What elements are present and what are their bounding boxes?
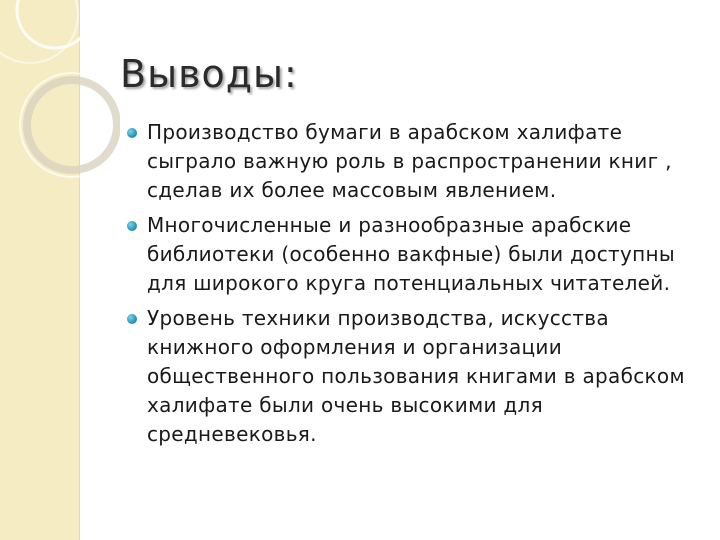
bullet-item	[125, 118, 705, 205]
bullet-point-icon	[127, 128, 137, 138]
bullet-text: Многочисленные и разнообразные арабские библиотеки (особенно вакфные) были доступны для широкого круга потенциальных читателей.	[147, 213, 675, 295]
bullet-text: Уровень техники производства, искусства книжного оформления и организации общественного пользования книгами в арабском халифате были очень высокими для средневековья.	[147, 306, 685, 446]
bullet-item	[125, 304, 705, 449]
bullet-list	[125, 118, 705, 455]
slide-title: Выводы:	[120, 52, 298, 96]
bullet-point-icon	[127, 314, 137, 324]
bullet-text: Производство бумаги в арабском халифате сыграло важную роль в распространении книг , сделав их более массовым явлением.	[147, 120, 672, 202]
bullet-point-icon	[127, 221, 137, 231]
bullet-item	[125, 211, 705, 298]
decorative-circles	[0, 0, 120, 220]
